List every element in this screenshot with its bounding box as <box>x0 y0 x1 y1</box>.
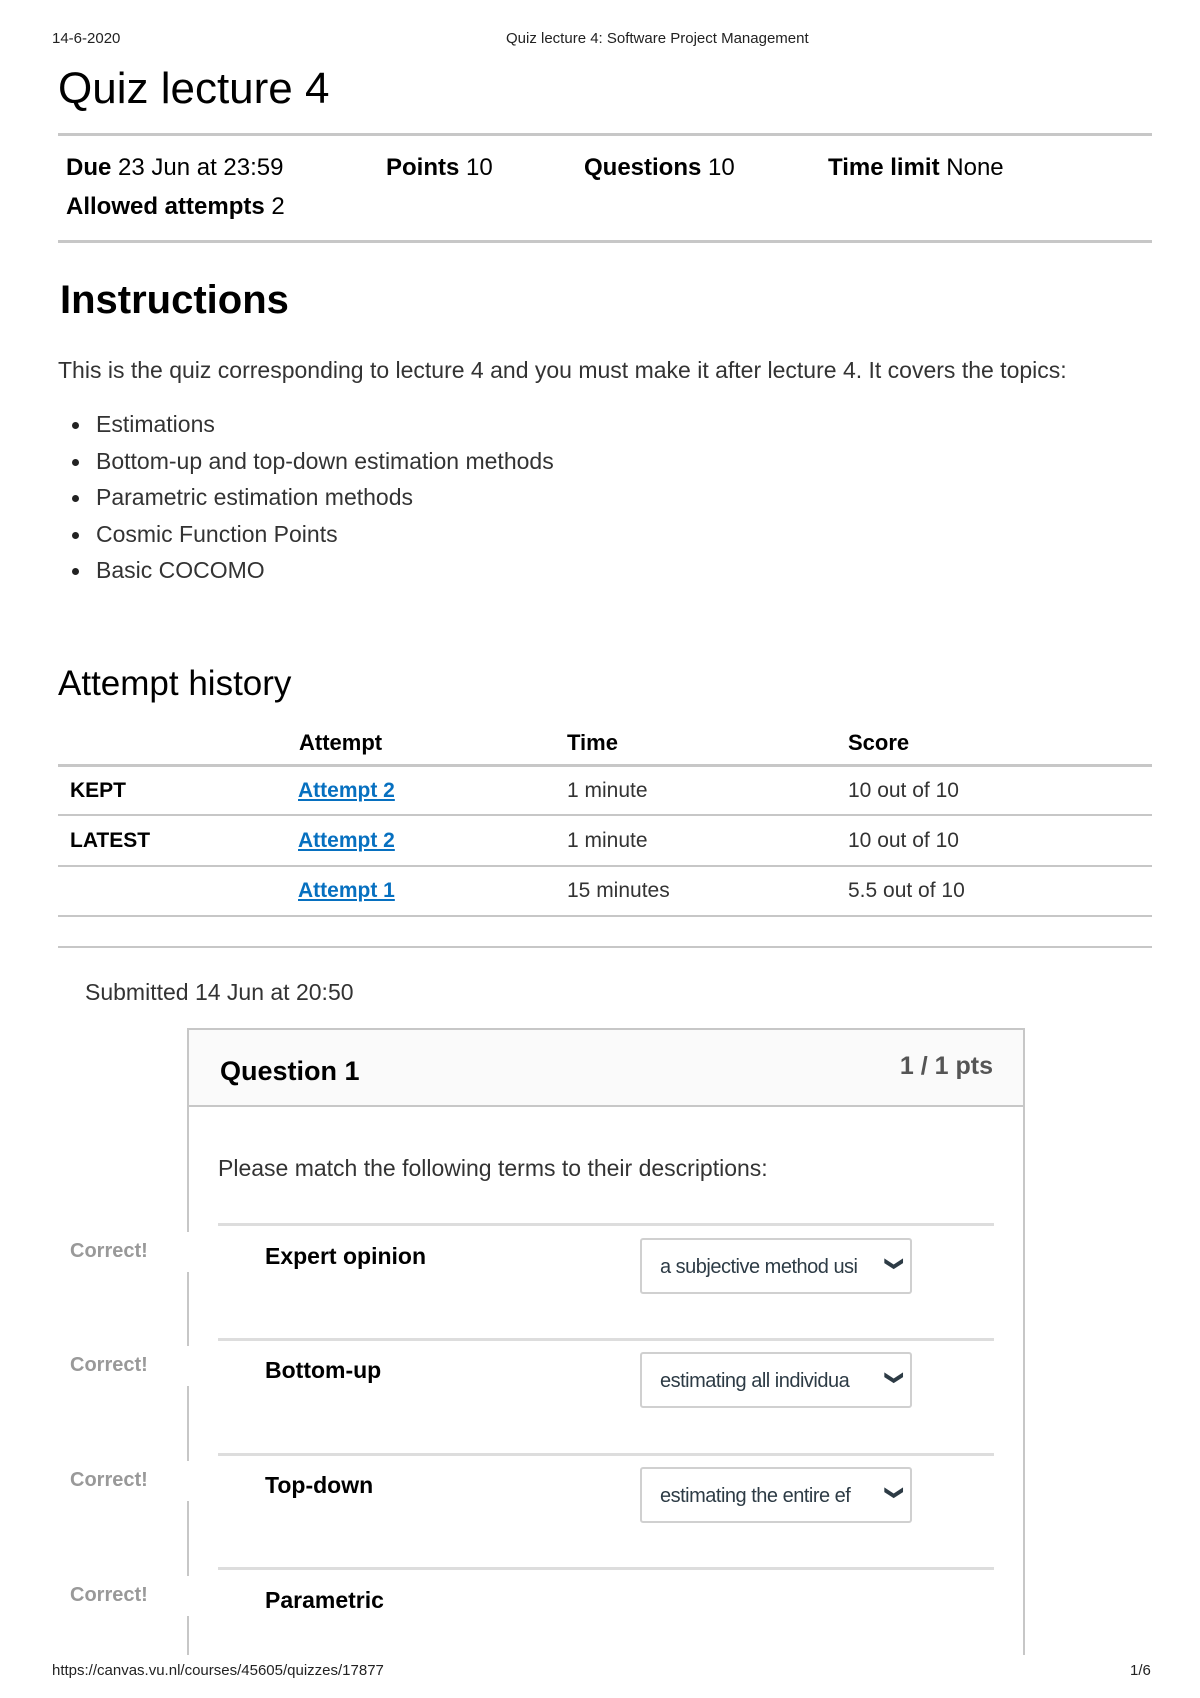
divider <box>58 240 1152 243</box>
question-points: 1 / 1 pts <box>899 1052 993 1080</box>
col-time: Time <box>567 730 618 755</box>
print-url: https://canvas.vu.nl/courses/45605/quizzes/17877 <box>52 1662 384 1679</box>
correct-label: Correct! <box>70 1584 148 1606</box>
attempt-score: 10 out of 10 <box>848 779 959 802</box>
allowed-attempts: Allowed attempts 2 <box>66 193 285 220</box>
due: Due 23 Jun at 23:59 <box>66 154 284 181</box>
topic-item: Bottom-up and top-down estimation methods <box>96 448 554 474</box>
divider <box>218 1223 994 1226</box>
correct-label: Correct! <box>70 1240 148 1262</box>
chevron-down-icon: ❯ <box>885 1256 906 1271</box>
question-title: Question 1 <box>220 1056 360 1086</box>
match-term: Top-down <box>265 1472 374 1498</box>
divider <box>218 1453 994 1456</box>
attempt-score: 10 out of 10 <box>848 829 959 852</box>
attempt-time: 1 minute <box>567 779 648 802</box>
topic-item: Cosmic Function Points <box>96 521 338 547</box>
divider <box>218 1338 994 1341</box>
attempt-link[interactable]: Attempt 2 <box>298 779 395 802</box>
print-page-number: 1/6 <box>1130 1662 1151 1679</box>
question-header <box>189 1030 1023 1107</box>
question-prompt: Please match the following terms to their descriptions: <box>218 1155 768 1181</box>
topic-item: Parametric estimation methods <box>96 484 414 510</box>
time-limit: Time limit None <box>828 154 1004 181</box>
answer-select[interactable]: estimating all individua ❯ <box>640 1352 912 1408</box>
divider <box>58 946 1152 948</box>
divider <box>218 1567 994 1570</box>
row-tag: LATEST <box>70 829 151 852</box>
row-tag: KEPT <box>70 779 127 802</box>
divider <box>58 133 1152 136</box>
page-title: Quiz lecture 4 <box>58 64 330 113</box>
match-term: Expert opinion <box>265 1243 426 1269</box>
col-attempt: Attempt <box>299 730 383 755</box>
answer-select[interactable]: a subjective method usi ❯ <box>640 1238 912 1294</box>
topic-item: Basic COCOMO <box>96 557 265 583</box>
col-score: Score <box>848 730 910 755</box>
match-term: Bottom-up <box>265 1357 382 1383</box>
instructions-heading: Instructions <box>60 278 289 322</box>
submitted-text: Submitted 14 Jun at 20:50 <box>85 979 354 1005</box>
topic-item: Estimations <box>96 411 215 437</box>
print-title: Quiz lecture 4: Software Project Management <box>506 30 809 47</box>
questions: Questions 10 <box>584 154 735 181</box>
divider <box>58 915 1152 917</box>
match-term: Parametric <box>265 1587 384 1613</box>
instructions-text: This is the quiz corresponding to lecture 4 and you must make it after lecture 4. It covers the topics: <box>58 357 1067 383</box>
divider <box>58 865 1152 867</box>
chevron-down-icon: ❯ <box>885 1485 906 1500</box>
print-date: 14-6-2020 <box>52 30 121 47</box>
attempt-link[interactable]: Attempt 2 <box>298 829 395 852</box>
divider <box>58 764 1152 767</box>
points: Points 10 <box>386 154 493 181</box>
attempt-score: 5.5 out of 10 <box>848 879 965 902</box>
chevron-down-icon: ❯ <box>885 1370 906 1385</box>
attempt-history-heading: Attempt history <box>58 664 292 703</box>
attempt-time: 15 minutes <box>567 879 670 902</box>
divider <box>58 814 1152 816</box>
correct-label: Correct! <box>70 1469 148 1491</box>
attempt-link[interactable]: Attempt 1 <box>298 879 395 902</box>
correct-label: Correct! <box>70 1354 148 1376</box>
answer-select[interactable]: estimating the entire ef ❯ <box>640 1467 912 1523</box>
attempt-time: 1 minute <box>567 829 648 852</box>
